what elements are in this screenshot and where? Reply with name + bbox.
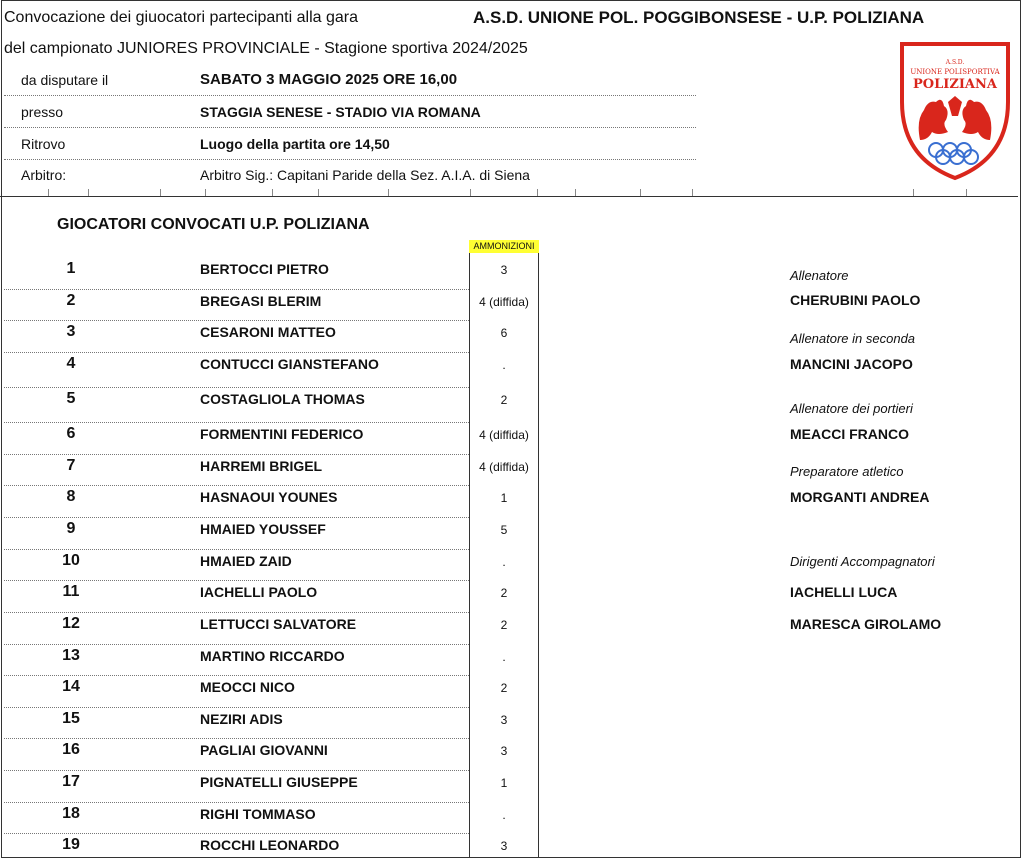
player-number: 16 <box>62 741 80 758</box>
player-number: 15 <box>62 710 80 727</box>
staff-name: MANCINI JACOPO <box>790 356 913 372</box>
staff-name: MEACCI FRANCO <box>790 426 909 442</box>
ammonizioni-header: AMMONIZIONI <box>469 240 539 253</box>
player-ammonizioni: . <box>502 555 506 569</box>
date-value: SABATO 3 MAGGIO 2025 ORE 16,00 <box>200 71 458 88</box>
staff-role: Dirigenti Accompagnatori <box>790 554 935 569</box>
player-row <box>0 645 538 676</box>
player-row <box>0 613 538 644</box>
player-name: COSTAGLIOLA THOMAS <box>200 391 365 407</box>
divider <box>4 159 696 160</box>
player-ammonizioni: 1 <box>500 776 508 790</box>
player-ammonizioni: 3 <box>500 839 508 853</box>
player-row <box>0 388 538 419</box>
player-ammonizioni: 2 <box>500 393 508 407</box>
player-number: 11 <box>62 583 80 600</box>
svg-text:POLIZIANA: POLIZIANA <box>913 77 997 92</box>
staff-role: Allenatore <box>790 268 849 283</box>
player-ammonizioni: 4 (diffida) <box>479 460 529 474</box>
player-ammonizioni: 4 (diffida) <box>479 428 529 442</box>
player-name: HARREMI BRIGEL <box>200 458 323 474</box>
player-name: MEOCCI NICO <box>200 679 295 695</box>
player-name: CESARONI MATTEO <box>200 324 336 340</box>
staff-role: Allenatore dei portieri <box>790 401 913 416</box>
player-number: 12 <box>62 615 80 632</box>
staff-name: IACHELLI LUCA <box>790 584 898 600</box>
player-number: 13 <box>62 647 80 664</box>
player-row <box>0 803 538 834</box>
player-name: ROCCHI LEONARDO <box>200 837 340 853</box>
staff-role: Preparatore atletico <box>790 464 904 479</box>
venue-label: presso <box>21 104 64 120</box>
player-row <box>0 771 538 802</box>
player-ammonizioni: . <box>502 358 506 372</box>
player-number: 6 <box>66 425 76 442</box>
meeting-label: Ritrovo <box>21 136 66 152</box>
staff-name: MARESCA GIROLAMO <box>790 616 942 632</box>
player-name: BREGASI BLERIM <box>200 293 322 309</box>
player-row <box>0 423 538 454</box>
divider <box>4 95 696 96</box>
poliziana-logo-icon <box>898 40 1012 182</box>
player-number: 17 <box>62 773 80 790</box>
player-number: 19 <box>62 836 80 853</box>
column-ticks <box>0 189 1020 196</box>
player-row <box>0 486 538 517</box>
players-section-title: GIOCATORI CONVOCATI U.P. POLIZIANA <box>57 216 370 233</box>
player-ammonizioni: 4 (diffida) <box>479 295 529 309</box>
player-ammonizioni: 3 <box>500 263 508 277</box>
player-row <box>0 834 538 865</box>
staff-name: CHERUBINI PAOLO <box>790 292 921 308</box>
player-number: 9 <box>66 520 76 537</box>
player-number: 4 <box>66 355 76 372</box>
player-number: 5 <box>66 390 76 407</box>
player-row <box>0 353 538 384</box>
player-name: HMAIED YOUSSEF <box>200 521 326 537</box>
player-number: 1 <box>66 260 76 277</box>
player-ammonizioni: 2 <box>500 586 508 600</box>
divider <box>4 127 696 128</box>
player-row <box>0 676 538 707</box>
player-ammonizioni: 2 <box>500 618 508 632</box>
date-label: da disputare il <box>21 72 109 88</box>
player-name: MARTINO RICCARDO <box>200 648 345 664</box>
player-number: 10 <box>62 552 80 569</box>
player-row <box>0 258 538 289</box>
player-name: IACHELLI PAOLO <box>200 584 318 600</box>
player-row <box>0 455 538 486</box>
player-ammonizioni: . <box>502 808 506 822</box>
meeting-value: Luogo della partita ore 14,50 <box>200 136 390 152</box>
player-ammonizioni: 2 <box>500 681 508 695</box>
player-number: 3 <box>66 323 76 340</box>
player-name: HASNAOUI YOUNES <box>200 489 338 505</box>
player-ammonizioni: 3 <box>500 713 508 727</box>
player-name: PAGLIAI GIOVANNI <box>200 742 328 758</box>
player-row <box>0 321 538 352</box>
player-row <box>0 518 538 549</box>
player-name: RIGHI TOMMASO <box>200 806 316 822</box>
venue-value: STAGGIA SENESE - STADIO VIA ROMANA <box>200 104 481 120</box>
staff-role: Allenatore in seconda <box>790 331 916 346</box>
player-row <box>0 739 538 770</box>
player-name: LETTUCCI SALVATORE <box>200 616 357 632</box>
player-number: 7 <box>66 457 76 474</box>
player-row <box>0 581 538 612</box>
player-name: BERTOCCI PIETRO <box>200 261 329 277</box>
player-name: PIGNATELLI GIUSEPPE <box>200 774 358 790</box>
staff-name: MORGANTI ANDREA <box>790 489 930 505</box>
svg-text:A.S.D.: A.S.D. <box>945 59 965 66</box>
player-number: 18 <box>62 805 80 822</box>
player-row <box>0 290 538 321</box>
player-number: 2 <box>66 292 76 309</box>
intro-line-1: Convocazione dei giuocatori partecipanti alla gara <box>4 9 358 26</box>
player-number: 14 <box>62 678 80 695</box>
player-name: FORMENTINI FEDERICO <box>200 426 364 442</box>
player-ammonizioni: 3 <box>500 744 508 758</box>
club-title: A.S.D. UNIONE POL. POGGIBONSESE - U.P. POLIZIANA <box>473 8 925 27</box>
player-ammonizioni: . <box>502 650 506 664</box>
svg-text:UNIONE POLISPORTIVA: UNIONE POLISPORTIVA <box>910 68 1000 76</box>
player-number: 8 <box>66 488 76 505</box>
intro-line-2: del campionato JUNIORES PROVINCIALE - Stagione sportiva 2024/2025 <box>4 40 528 57</box>
player-ammonizioni: 6 <box>500 326 508 340</box>
referee-value: Arbitro Sig.: Capitani Paride della Sez. A.I.A. di Siena <box>200 167 530 183</box>
player-row <box>0 708 538 739</box>
referee-label: Arbitro: <box>21 167 67 183</box>
player-name: CONTUCCI GIANSTEFANO <box>200 356 379 372</box>
player-ammonizioni: 1 <box>500 491 508 505</box>
header-separator <box>0 196 1018 197</box>
player-name: NEZIRI ADIS <box>200 711 283 727</box>
player-name: HMAIED ZAID <box>200 553 292 569</box>
player-row <box>0 550 538 581</box>
player-ammonizioni: 5 <box>500 523 508 537</box>
